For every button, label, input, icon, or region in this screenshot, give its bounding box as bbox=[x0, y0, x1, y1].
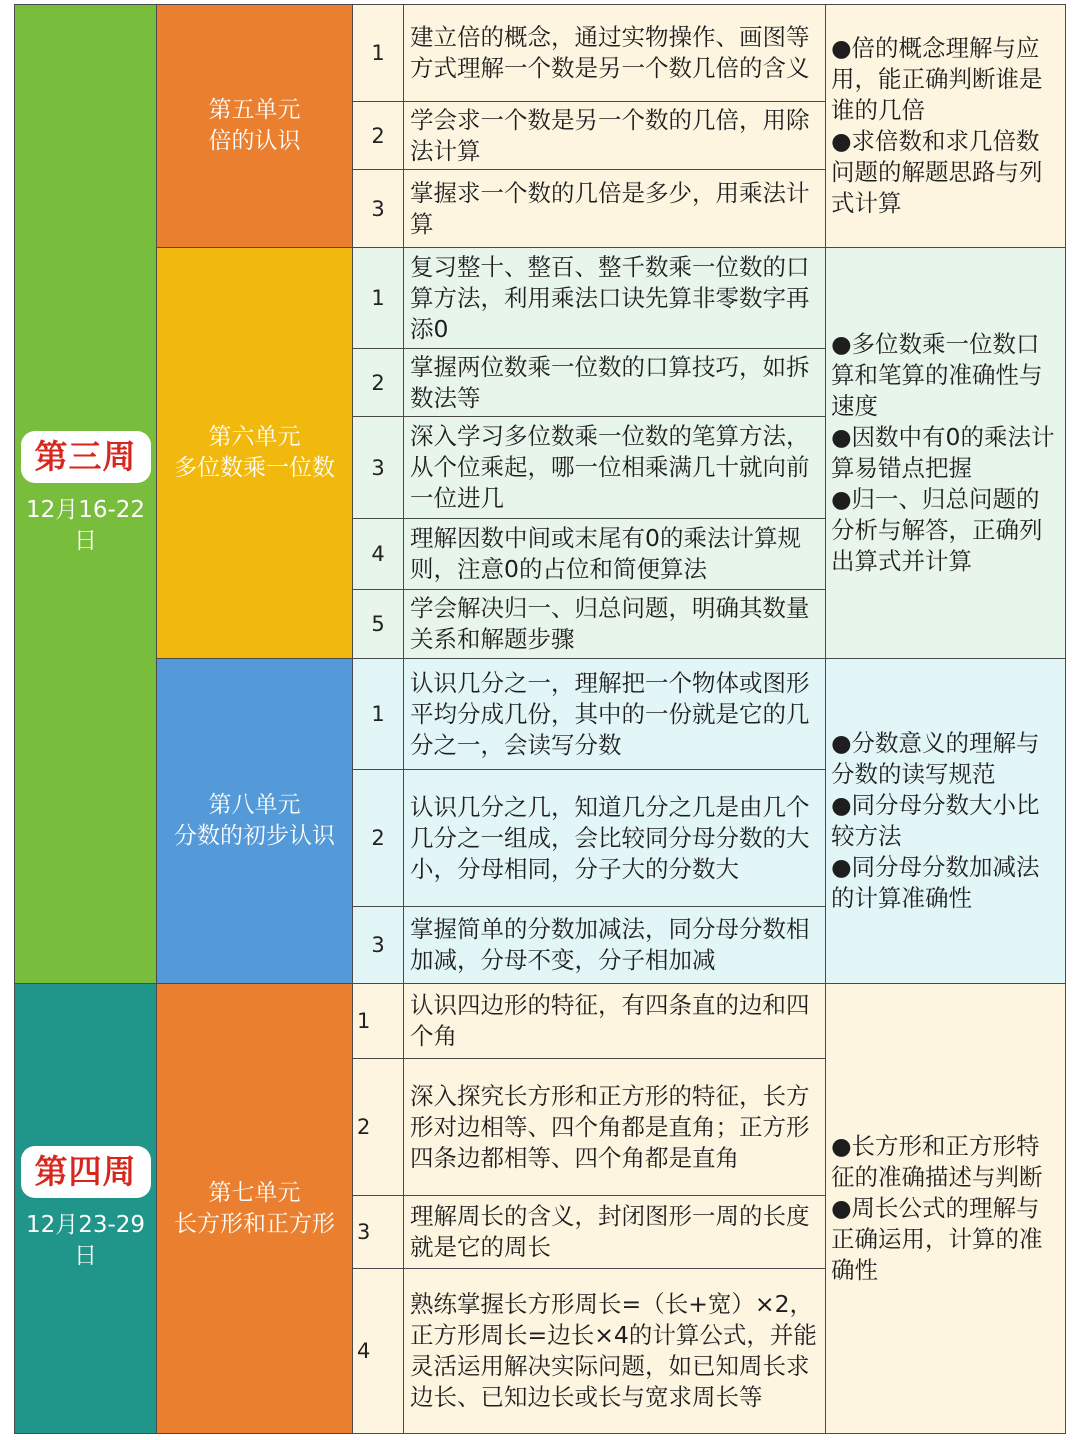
unit-subtitle: 长方形和正方形 bbox=[174, 1210, 335, 1237]
item-description: 建立倍的概念，通过实物操作、画图等方式理解一个数是另一个数几倍的含义 bbox=[403, 4, 826, 102]
item-number: 2 bbox=[352, 348, 404, 417]
unit-name: 第五单元 bbox=[208, 97, 301, 123]
item-number: 1 bbox=[352, 247, 404, 349]
focus-point: ●倍的概念理解与应用，能正确判断谁是谁的几倍 bbox=[831, 34, 1043, 124]
unit-cell bbox=[156, 983, 353, 1434]
item-number: 4 bbox=[352, 1268, 404, 1434]
item-description: 复习整十、整百、整千数乘一位数的口算方法，利用乘法口诀先算非零数字再添0 bbox=[403, 247, 826, 349]
week-badge: 第四周 bbox=[21, 1146, 151, 1198]
item-description: 认识几分之几，知道几分之几是由几个几分之一组成，会比较同分母分数的大小，分母相同，分子大的分数大 bbox=[403, 769, 826, 907]
item-number: 2 bbox=[352, 769, 404, 907]
item-number: 3 bbox=[352, 1195, 404, 1269]
item-description: 认识四边形的特征，有四条直的边和四个角 bbox=[403, 983, 826, 1059]
item-description: 深入探究长方形和正方形的特征，长方形对边相等、四个角都是直角；正方形四条边都相等、四个角都是直角 bbox=[403, 1058, 826, 1196]
item-number: 2 bbox=[352, 1058, 404, 1196]
focus-point: ●同分母分数加减法的计算准确性 bbox=[831, 853, 1040, 912]
item-description: 掌握简单的分数加减法，同分母分数相加减，分母不变，分子相加减 bbox=[403, 906, 826, 984]
item-number: 1 bbox=[352, 983, 404, 1059]
item-number: 4 bbox=[352, 518, 404, 590]
focus-cell bbox=[825, 658, 1066, 984]
item-number: 3 bbox=[352, 906, 404, 984]
focus-cell bbox=[825, 4, 1066, 248]
item-number: 3 bbox=[352, 169, 404, 248]
item-number: 1 bbox=[352, 658, 404, 770]
item-description: 学会求一个数是另一个数的几倍，用除法计算 bbox=[403, 101, 826, 170]
focus-cell bbox=[825, 983, 1066, 1434]
unit-cell bbox=[156, 4, 353, 248]
unit-subtitle: 分数的初步认识 bbox=[174, 823, 335, 849]
week-cell-3 bbox=[14, 4, 157, 984]
focus-point: ●多位数乘一位数口算和笔算的准确性与速度 bbox=[831, 330, 1043, 420]
week-badge: 第三周 bbox=[21, 431, 151, 483]
focus-point: ●长方形和正方形特征的准确描述与判断 bbox=[831, 1132, 1043, 1191]
focus-point: ●因数中有0的乘法计算易错点把握 bbox=[831, 423, 1055, 482]
item-description: 深入学习多位数乘一位数的笔算方法，从个位乘起，哪一位相乘满几十就向前一位进几 bbox=[403, 416, 826, 519]
item-description: 理解因数中间或末尾有0的乘法计算规则，注意0的占位和简便算法 bbox=[403, 518, 826, 590]
unit-subtitle: 倍的认识 bbox=[208, 128, 301, 154]
item-number: 5 bbox=[352, 589, 404, 659]
focus-point: ●周长公式的理解与正确运用，计算的准确性 bbox=[831, 1194, 1043, 1284]
item-number: 3 bbox=[352, 416, 404, 519]
unit-cell bbox=[156, 658, 353, 984]
week-date: 12月23-29日 bbox=[25, 1211, 146, 1269]
week-date: 12月16-22日 bbox=[25, 497, 146, 554]
focus-point: ●归一、归总问题的分析与解答，正确列出算式并计算 bbox=[831, 485, 1043, 575]
focus-point: ●分数意义的理解与分数的读写规范 bbox=[831, 729, 1040, 788]
item-number: 1 bbox=[352, 4, 404, 102]
unit-name: 第六单元 bbox=[208, 424, 301, 450]
item-description: 理解周长的含义，封闭图形一周的长度就是它的周长 bbox=[403, 1195, 826, 1269]
unit-name: 第七单元 bbox=[208, 1179, 301, 1206]
item-description: 掌握两位数乘一位数的口算技巧，如拆数法等 bbox=[403, 348, 826, 417]
item-description: 认识几分之一，理解把一个物体或图形平均分成几份，其中的一份就是它的几分之一，会读写分数 bbox=[403, 658, 826, 770]
unit-name: 第八单元 bbox=[208, 792, 301, 818]
item-number: 2 bbox=[352, 101, 404, 170]
focus-point: ●同分母分数大小比较方法 bbox=[831, 791, 1040, 850]
item-description: 熟练掌握长方形周长=（长+宽）×2，正方形周长=边长×4的计算公式，并能灵活运用解决实际问题，如已知周长求边长、已知边长或长与宽求周长等 bbox=[403, 1268, 826, 1434]
unit-subtitle: 多位数乘一位数 bbox=[174, 455, 335, 481]
week-cell-4 bbox=[14, 983, 157, 1434]
item-description: 掌握求一个数的几倍是多少，用乘法计算 bbox=[403, 169, 826, 248]
focus-cell bbox=[825, 247, 1066, 659]
focus-point: ●求倍数和求几倍数问题的解题思路与列式计算 bbox=[831, 127, 1043, 217]
unit-cell bbox=[156, 247, 353, 659]
item-description: 学会解决归一、归总问题，明确其数量关系和解题步骤 bbox=[403, 589, 826, 659]
